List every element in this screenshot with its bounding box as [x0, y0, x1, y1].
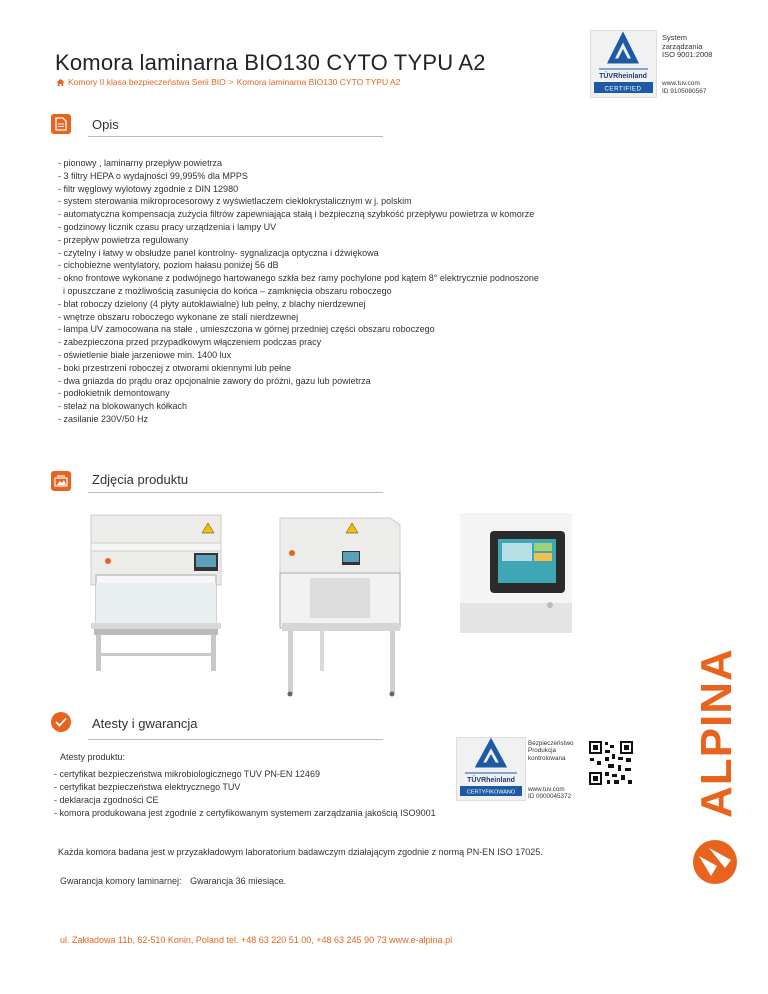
tuv-certificate-logo — [590, 30, 657, 98]
section-title-atesty: Atesty i gwarancja — [92, 716, 198, 731]
certificates-list — [54, 768, 436, 820]
svg-text:TÜVRheinland: TÜVRheinland — [599, 73, 647, 80]
footer-contact: ul. Zakładowa 11b, 62-510 Konin, Poland tel. +48 63 220 51 00, +48 63 245 90 73 www.e-alpina.pl — [60, 935, 453, 945]
product-photo-panel[interactable] — [460, 513, 572, 633]
certificates-intro: Atesty produktu: — [60, 752, 126, 762]
gallery-icon — [51, 471, 71, 491]
breadcrumb-item-category[interactable]: Komory II klasa bezpieczeństwa Serii BIO — [68, 77, 226, 87]
list-item: - zasilanie 230V/50 Hz — [58, 413, 149, 424]
svg-text:CERTIFIED: CERTIFIED — [604, 85, 642, 93]
list-item: - system sterowania mikroprocesorowy z wyświetlaczem ciekłokrystalicznym w j. polskim — [58, 196, 412, 207]
breadcrumb-item-current: Komora laminarna BIO130 CYTO TYPU A2 — [236, 77, 401, 87]
section-title-zdjecia: Zdjęcia produktu — [92, 472, 189, 487]
list-item: i opuszczane z możliwością zasunięcia do końca – zamknięcia obszaru roboczego — [58, 285, 392, 296]
home-icon[interactable] — [56, 78, 65, 87]
svg-text:CERTYFIKOWANO: CERTYFIKOWANO — [466, 789, 516, 796]
page-title: Komora laminarna BIO130 CYTO TYPU A2 — [55, 50, 486, 75]
breadcrumb-separator: > — [228, 77, 234, 87]
tuv-id-text: www.tuv.com ID 9105080567 — [662, 80, 707, 95]
list-item: - wnętrze obszaru roboczego wykonane ze stali nierdzewnej — [58, 311, 299, 322]
section-divider — [88, 492, 383, 493]
breadcrumb — [56, 77, 400, 87]
list-item: - czytelny i łatwy w obsłudze panel kontrolny- sygnalizacja optyczna i dźwiękowa — [58, 247, 379, 258]
lab-note: Każda komora badana jest w przyzakładowym laboratorium badawczym działającym zgodnie z normą PN-EN ISO 17025. — [58, 847, 543, 857]
list-item: - certyfikat bezpieczeństwa mikrobiologicznego TUV PN-EN 12469 — [54, 769, 320, 779]
list-item: - pionowy , laminarny przepływ powietrza — [58, 158, 223, 168]
list-item: - blat roboczy dzielony (4 płyty autoklawialne) lub pełny, z blachy nierdzewnej — [58, 298, 366, 309]
list-item: - 3 filtry HEPA o wydajności 99,995% dla MPPS — [58, 170, 248, 181]
list-item: - oświetlenie białe jarzeniowe min. 1400 lux — [58, 349, 232, 360]
list-item: - filtr węglowy wylotowy zgodnie z DIN 12980 — [58, 183, 239, 194]
tuv-product-logo — [456, 737, 526, 801]
svg-text:ALPINA: ALPINA — [692, 648, 741, 818]
tuv-product-text: Bezpieczeństwo Produkcja kontrolowana — [528, 740, 574, 762]
product-photo-angled[interactable] — [270, 513, 410, 698]
list-item: - cichobieżne wentylatory, poziom hałasu poniżej 56 dB — [58, 260, 279, 271]
description-list — [58, 157, 638, 426]
tuv-product-id: www.tuv.com ID 0000045372 — [528, 786, 572, 801]
list-item: - godzinowy licznik czasu pracy urządzenia i lampy UV — [58, 221, 277, 232]
warranty-label: Gwarancja komory laminarnej: — [60, 876, 182, 886]
alpina-logo — [685, 600, 745, 910]
warranty-value: Gwarancja 36 miesiące. — [190, 876, 287, 886]
section-divider — [88, 136, 383, 137]
list-item: - podłokietnik demontowany — [58, 388, 170, 399]
checkmark-icon — [51, 712, 71, 732]
qr-code-icon — [588, 740, 634, 786]
list-item: - stelaż na blokowanych kółkach — [58, 401, 188, 412]
document-icon — [51, 114, 71, 134]
section-title-opis: Opis — [92, 117, 119, 132]
list-item: - komora produkowana jest zgodnie z certyfikowanym systemem zarządzania jakością ISO9001 — [54, 808, 436, 818]
list-item: - lampa UV zamocowana na stałe , umieszczona w górnej przedniej części obszaru roboczego — [58, 324, 435, 335]
list-item: - boki przestrzeni roboczej z otworami okiennymi lub pełne — [58, 362, 292, 373]
list-item: - deklaracja zgodności CE — [54, 795, 159, 805]
warranty-info — [60, 876, 286, 886]
svg-text:TÜVRheinland: TÜVRheinland — [467, 777, 515, 784]
list-item: - przepływ powietrza regulowany — [58, 234, 189, 245]
list-item: - certyfikat bezpieczeństwa elektrycznego TUV — [54, 782, 241, 792]
product-photo-front[interactable] — [86, 513, 226, 673]
tuv-system-text: System zarządzania ISO 9001:2008 — [662, 33, 713, 59]
section-divider — [88, 739, 383, 740]
list-item: - dwa gniazda do prądu oraz opcjonalnie zawory do próżni, gazu lub powietrza — [58, 375, 371, 386]
list-item: - okno frontowe wykonane z podwójnego hartowanego szkła bez ramy pochylone pod kątem 8° elektrycznie podnoszone — [58, 273, 539, 284]
list-item: - automatyczna kompensacja zużycia filtrów zapewniająca stałą i bezpieczną szybkość przepływu powietrza w komorze — [58, 209, 535, 220]
list-item: - zabezpieczona przed przypadkowym włączeniem podczas pracy — [58, 337, 322, 348]
